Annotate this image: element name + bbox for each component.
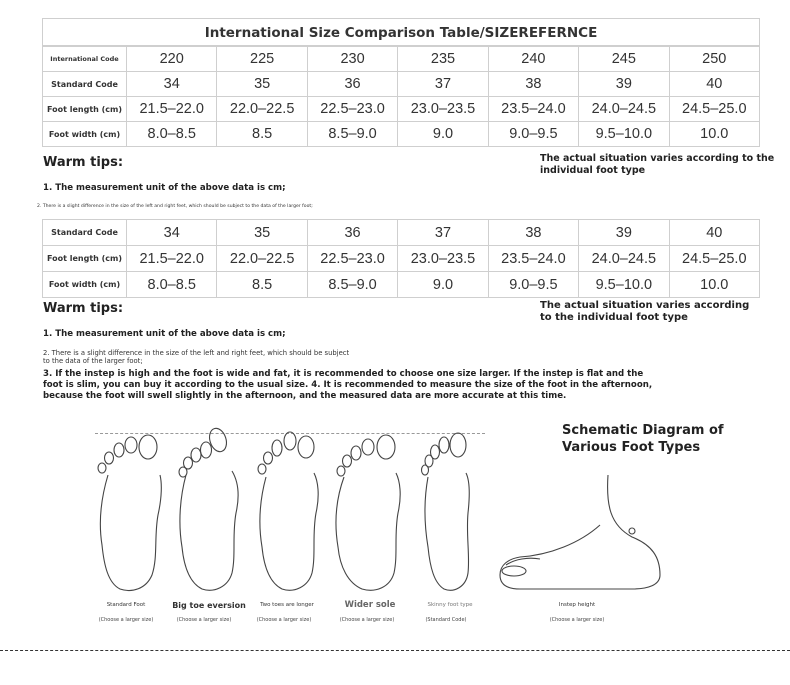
table-cell: 39 bbox=[579, 72, 669, 97]
table-title: International Size Comparison Table/SIZEREFERNCE bbox=[42, 18, 760, 46]
side-note-line: The actual situation varies according bbox=[540, 300, 750, 311]
tip-line-part: foot is slim, you can buy it according to the usual size. 4. It is recommended to measure the size of the foot in the afternoon, bbox=[43, 380, 653, 390]
table-row bbox=[43, 47, 760, 72]
bottom-separator bbox=[0, 650, 790, 651]
table-cell: 24.5–25.0 bbox=[669, 97, 759, 122]
table-cell: 24.0–24.5 bbox=[579, 246, 669, 272]
table-cell: 9.5–10.0 bbox=[579, 122, 669, 147]
size-table-2 bbox=[42, 219, 760, 298]
row-label: Standard Code bbox=[43, 72, 127, 97]
row-label: Foot length (cm) bbox=[43, 246, 127, 272]
table-cell: 40 bbox=[669, 220, 759, 246]
table-cell: 225 bbox=[217, 47, 307, 72]
tip-line-part: 3. If the instep is high and the foot is wide and fat, it is recommended to choose one size larger. If the instep is flat and the bbox=[43, 369, 644, 379]
foot-caption-sub: (Choose a larger size) bbox=[549, 617, 605, 623]
row-label: Foot width (cm) bbox=[43, 272, 127, 298]
table-cell: 9.0–9.5 bbox=[488, 272, 578, 298]
instep-height-foot-icon bbox=[500, 475, 660, 589]
table-row bbox=[43, 246, 760, 272]
row-label: Foot width (cm) bbox=[43, 122, 127, 147]
table-cell: 245 bbox=[579, 47, 669, 72]
table-cell: 38 bbox=[488, 72, 578, 97]
foot-caption: Two toes are longer bbox=[260, 602, 314, 608]
foot-caption-sub: (Choose a larger size) bbox=[98, 617, 154, 623]
side-note-line: to the individual foot type bbox=[540, 312, 688, 323]
diagram-title-line: Schematic Diagram of bbox=[562, 423, 724, 438]
warm-tips-heading: Warm tips: bbox=[43, 301, 124, 316]
diagram-title-line: Various Foot Types bbox=[562, 440, 701, 455]
table-cell: 37 bbox=[398, 220, 488, 246]
table-cell: 8.0–8.5 bbox=[127, 272, 217, 298]
side-note-line: individual foot type bbox=[540, 165, 646, 176]
tip-line-part: 2. There is a slight difference in the size of the left and right feet, which should be subject bbox=[43, 349, 350, 357]
size-table-1 bbox=[42, 46, 760, 147]
table-cell: 22.5–23.0 bbox=[307, 97, 397, 122]
warm-tips-heading: Warm tips: bbox=[43, 155, 124, 170]
tip-line-part: because the foot will swell slightly in the afternoon, and the measured data are more accurate at this time. bbox=[43, 391, 567, 401]
side-note bbox=[540, 153, 774, 177]
tip-line bbox=[43, 349, 349, 365]
table-cell: 39 bbox=[579, 220, 669, 246]
tip-line bbox=[43, 369, 652, 402]
row-label: Standard Code bbox=[43, 220, 127, 246]
table-cell: 240 bbox=[488, 47, 578, 72]
foot-caption: Wider sole bbox=[344, 600, 396, 610]
tip-line: 1. The measurement unit of the above data is cm; bbox=[43, 329, 286, 339]
foot-caption-sub: (Choose a larger size) bbox=[176, 617, 232, 623]
row-label: Foot length (cm) bbox=[43, 97, 127, 122]
foot-types-illustration bbox=[0, 425, 790, 600]
table-cell: 23.0–23.5 bbox=[398, 97, 488, 122]
table-cell: 8.5–9.0 bbox=[307, 122, 397, 147]
table-cell: 34 bbox=[127, 72, 217, 97]
table-cell: 34 bbox=[127, 220, 217, 246]
tip-line: 2. There is a slight difference in the size of the left and right feet, which should be subject to the data of the larger foot; bbox=[37, 204, 313, 209]
row-label: International Code bbox=[43, 47, 127, 72]
table-cell: 35 bbox=[217, 72, 307, 97]
table-cell: 38 bbox=[488, 220, 578, 246]
table-row bbox=[43, 272, 760, 298]
foot-caption-sub: (Choose a larger size) bbox=[339, 617, 395, 623]
table-cell: 24.0–24.5 bbox=[579, 97, 669, 122]
table-cell: 23.5–24.0 bbox=[488, 246, 578, 272]
tip-line: 1. The measurement unit of the above data is cm; bbox=[43, 183, 286, 193]
table-row bbox=[43, 72, 760, 97]
side-note bbox=[540, 300, 749, 324]
table-cell: 8.5 bbox=[217, 122, 307, 147]
table-cell: 8.5 bbox=[217, 272, 307, 298]
foot-caption: Standard Foot bbox=[106, 602, 146, 608]
table-cell: 9.0 bbox=[398, 122, 488, 147]
table-cell: 21.5–22.0 bbox=[127, 246, 217, 272]
table-cell: 23.0–23.5 bbox=[398, 246, 488, 272]
table-cell: 22.0–22.5 bbox=[217, 97, 307, 122]
foot-caption: Skinny foot type bbox=[427, 602, 473, 608]
table-cell: 24.5–25.0 bbox=[669, 246, 759, 272]
foot-caption-sub: (Choose a larger size) bbox=[256, 617, 312, 623]
table-row bbox=[43, 220, 760, 246]
table-cell: 36 bbox=[307, 220, 397, 246]
table-cell: 8.5–9.0 bbox=[307, 272, 397, 298]
table-cell: 9.0 bbox=[398, 272, 488, 298]
table-row bbox=[43, 122, 760, 147]
side-note-line: The actual situation varies according to the bbox=[540, 153, 775, 164]
foot-caption: Big toe eversion bbox=[172, 601, 246, 610]
wider-sole-foot-icon bbox=[336, 435, 400, 590]
table-cell: 35 bbox=[217, 220, 307, 246]
foot-caption: Instep height bbox=[558, 602, 596, 608]
two-toes-longer-foot-icon bbox=[258, 432, 318, 590]
skinny-foot-icon bbox=[422, 433, 470, 590]
table-cell: 250 bbox=[669, 47, 759, 72]
table-cell: 21.5–22.0 bbox=[127, 97, 217, 122]
big-toe-eversion-foot-icon bbox=[179, 426, 238, 590]
table-cell: 230 bbox=[307, 47, 397, 72]
table-cell: 9.0–9.5 bbox=[488, 122, 578, 147]
table-cell: 23.5–24.0 bbox=[488, 97, 578, 122]
table-row bbox=[43, 97, 760, 122]
table-cell: 8.0–8.5 bbox=[127, 122, 217, 147]
table-cell: 235 bbox=[398, 47, 488, 72]
table-cell: 9.5–10.0 bbox=[579, 272, 669, 298]
table-cell: 40 bbox=[669, 72, 759, 97]
foot-caption-sub: (Standard Code) bbox=[425, 617, 467, 623]
table-cell: 36 bbox=[307, 72, 397, 97]
tip-line-part: to the data of the larger foot; bbox=[43, 357, 143, 365]
table-cell: 220 bbox=[127, 47, 217, 72]
table-cell: 37 bbox=[398, 72, 488, 97]
standard-foot-icon bbox=[98, 435, 161, 590]
table-cell: 10.0 bbox=[669, 272, 759, 298]
table-cell: 22.5–23.0 bbox=[307, 246, 397, 272]
table-cell: 10.0 bbox=[669, 122, 759, 147]
table-cell: 22.0–22.5 bbox=[217, 246, 307, 272]
